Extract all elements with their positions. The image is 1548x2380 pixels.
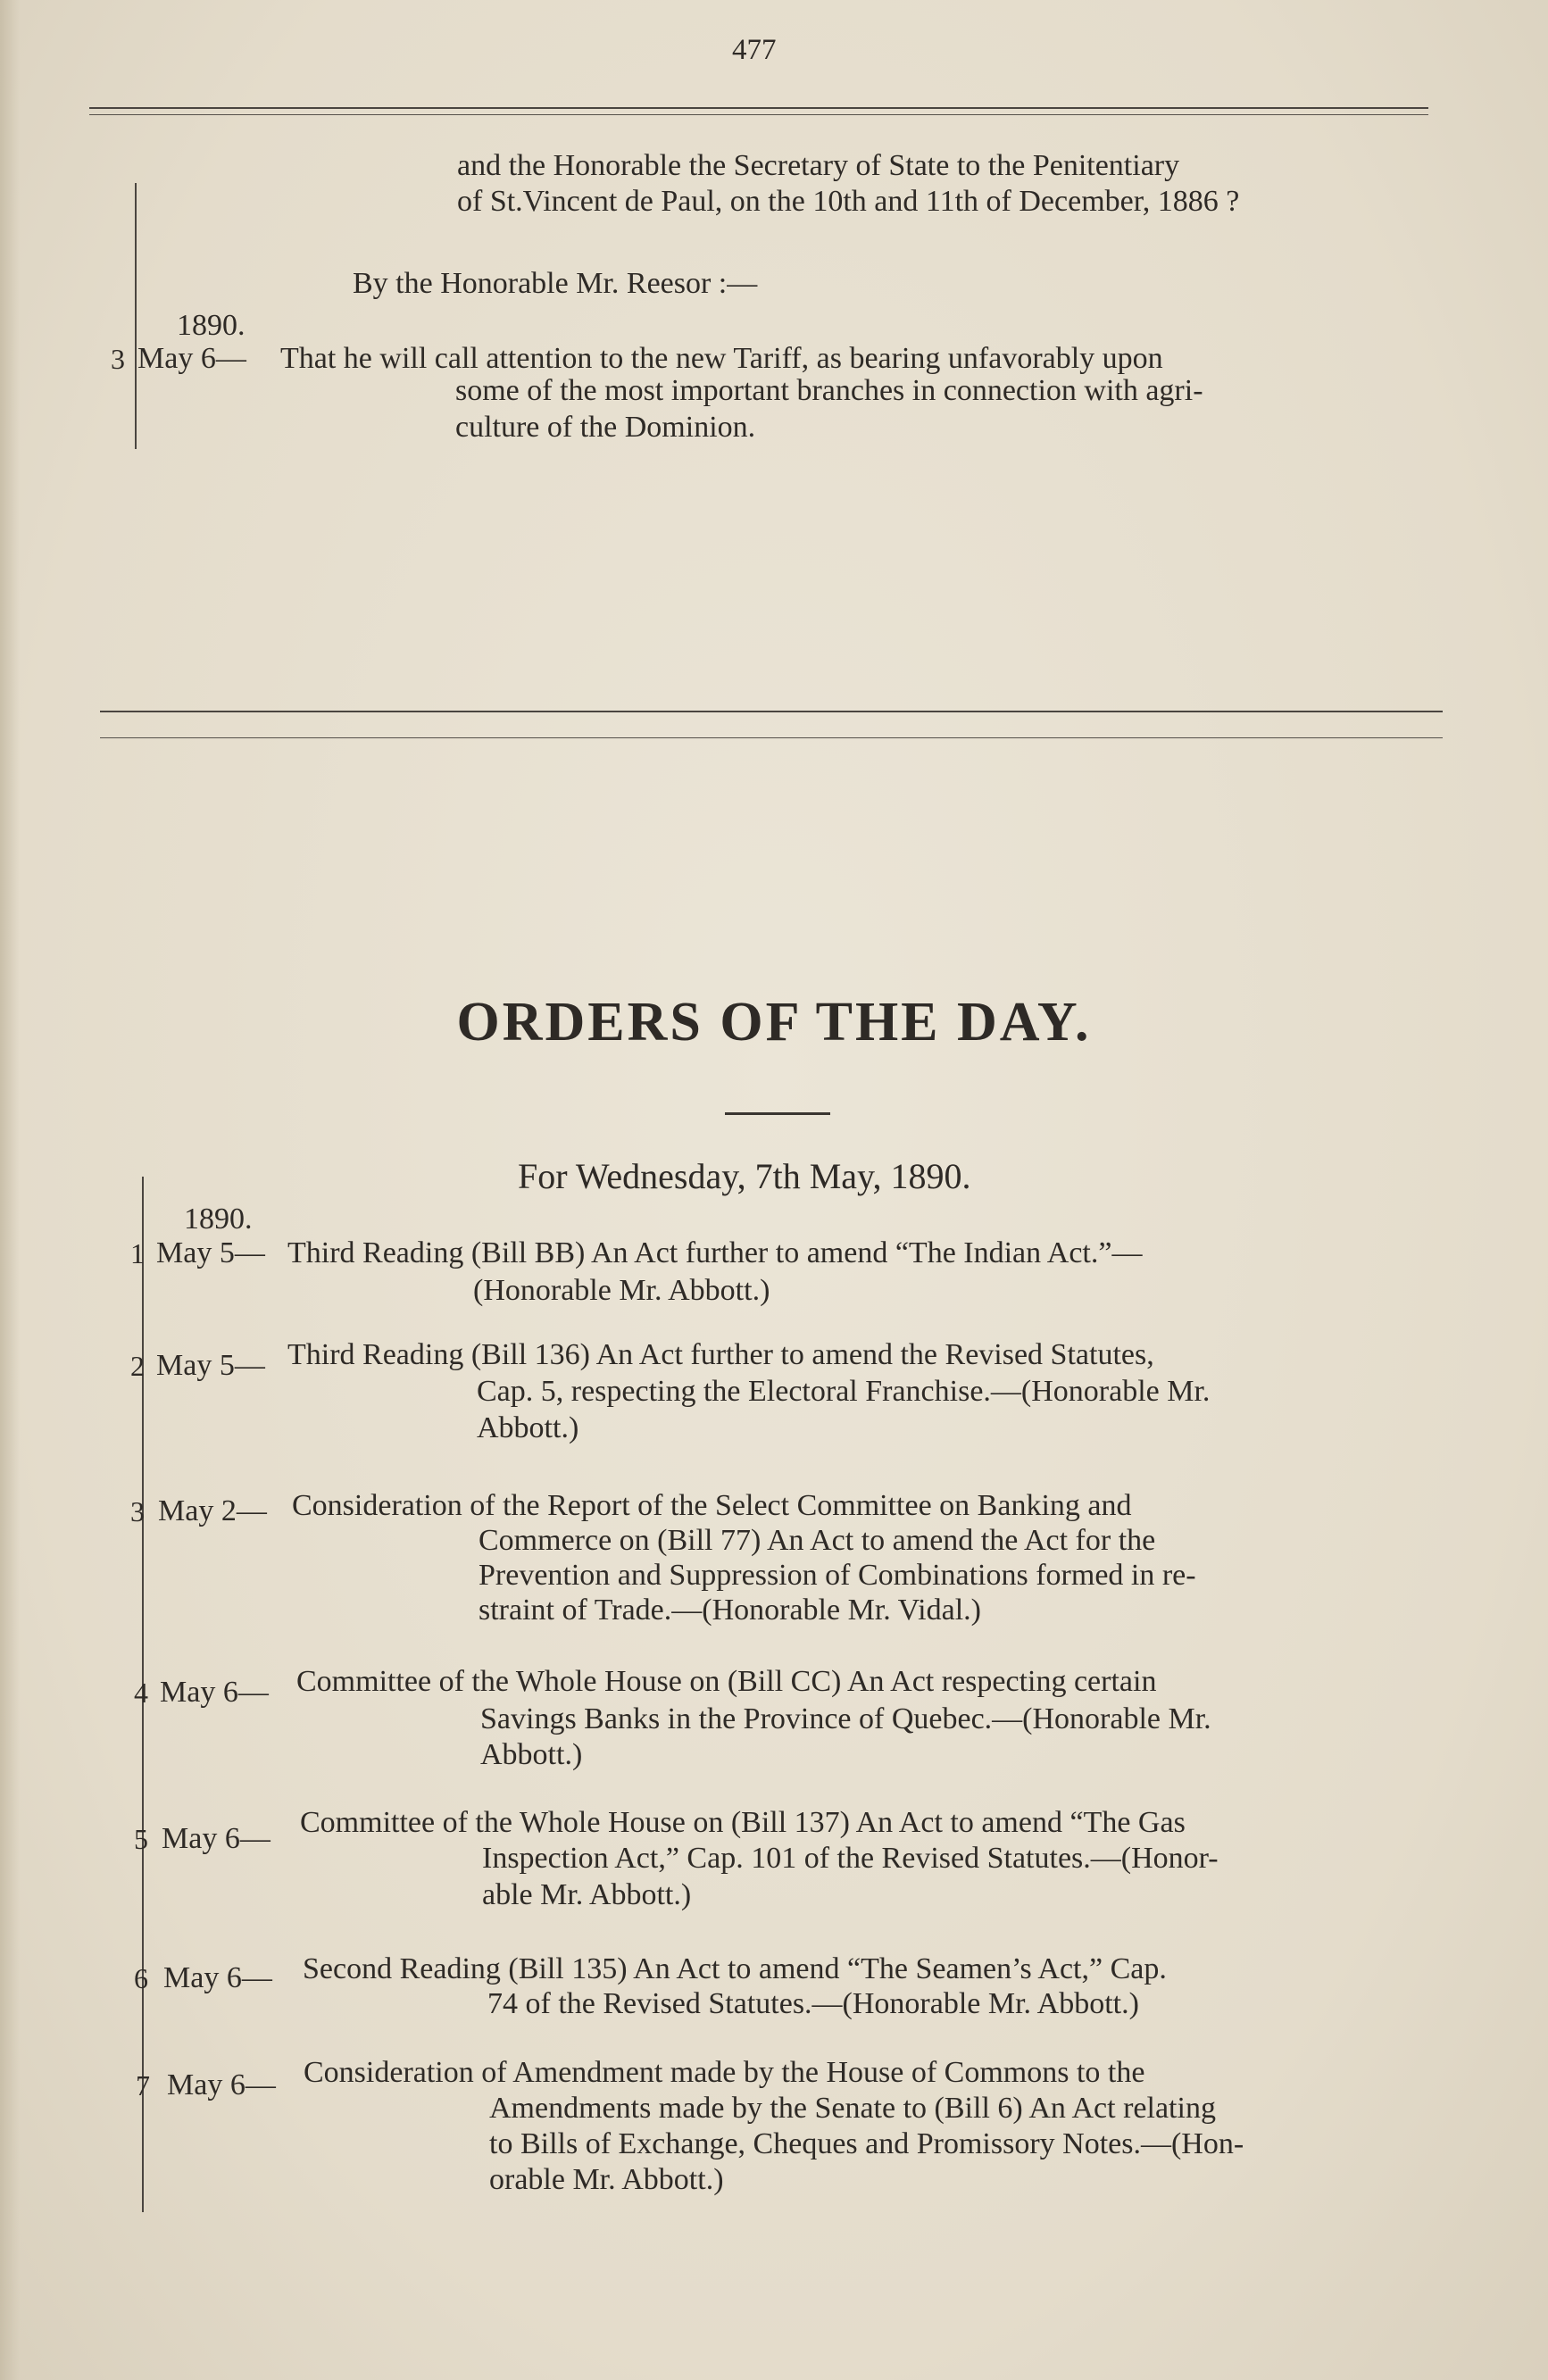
order-line: Cap. 5, respecting the Electoral Franchise.—(Honorable Mr. <box>477 1375 1211 1408</box>
order-number: 2 <box>130 1350 145 1382</box>
order-date: May 2— <box>158 1494 267 1527</box>
notice-line: some of the most important branches in connection with agri- <box>455 374 1203 407</box>
order-line: Abbott.) <box>480 1738 583 1771</box>
top-rule-1 <box>89 107 1428 109</box>
notice-number: 3 <box>111 343 125 375</box>
order-line: 74 of the Revised Statutes.—(Honorable Mr. Abbott.) <box>487 1987 1139 2020</box>
order-line: Inspection Act,” Cap. 101 of the Revised Statutes.—(Honor- <box>482 1842 1219 1875</box>
order-number: 1 <box>130 1237 145 1269</box>
order-line: Commerce on (Bill 77) An Act to amend the Act for the <box>479 1524 1156 1557</box>
order-line: Second Reading (Bill 135) An Act to amend “The Seamen’s Act,” Cap. <box>303 1952 1167 1985</box>
by-line: By the Honorable Mr. Reesor :— <box>353 267 758 300</box>
order-line: orable Mr. Abbott.) <box>489 2163 724 2196</box>
title-underline <box>725 1112 830 1115</box>
notice-date: May 6— <box>137 342 246 375</box>
order-number: 3 <box>130 1495 145 1527</box>
order-number: 7 <box>136 2069 150 2101</box>
orders-date-line: For Wednesday, 7th May, 1890. <box>518 1156 971 1196</box>
notice-line: culture of the Dominion. <box>455 411 756 444</box>
order-date: May 6— <box>163 1961 272 1994</box>
top-margin-bar <box>135 183 137 449</box>
order-line: Prevention and Suppression of Combinations formed in re- <box>479 1559 1196 1592</box>
order-date: May 5— <box>156 1349 265 1382</box>
section-rule-2 <box>100 737 1443 738</box>
order-line: straint of Trade.—(Honorable Mr. Vidal.) <box>479 1594 981 1627</box>
order-line: (Honorable Mr. Abbott.) <box>473 1274 770 1307</box>
year-label: 1890. <box>177 309 246 342</box>
orders-title: ORDERS OF THE DAY. <box>456 992 1092 1053</box>
order-date: May 6— <box>162 1822 270 1855</box>
order-date: May 5— <box>156 1236 265 1269</box>
order-line: Third Reading (Bill 136) An Act further to amend the Revised Statutes, <box>287 1338 1154 1371</box>
section-rule-1 <box>100 711 1443 712</box>
top-rule-2 <box>89 114 1428 115</box>
order-number: 4 <box>134 1677 148 1709</box>
order-line: Amendments made by the Senate to (Bill 6) An Act relating <box>489 2092 1216 2125</box>
order-line: to Bills of Exchange, Cheques and Promissory Notes.—(Hon- <box>489 2127 1244 2160</box>
order-line: Consideration of the Report of the Select Committee on Banking and <box>292 1489 1132 1522</box>
order-line: Abbott.) <box>477 1411 579 1444</box>
order-line: Committee of the Whole House on (Bill CC) An Act respecting certain <box>296 1665 1157 1698</box>
order-line: Third Reading (Bill BB) An Act further to amend “The Indian Act.”— <box>287 1236 1143 1269</box>
page-edge-shadow <box>0 0 20 2380</box>
continuation-line: of St.Vincent de Paul, on the 10th and 11th of December, 1886 ? <box>457 185 1240 218</box>
order-date: May 6— <box>167 2068 276 2101</box>
order-line: Committee of the Whole House on (Bill 137) An Act to amend “The Gas <box>300 1806 1186 1839</box>
order-number: 5 <box>134 1823 148 1855</box>
page-number: 477 <box>732 34 777 66</box>
order-number: 6 <box>134 1962 148 1994</box>
order-line: Savings Banks in the Province of Quebec.—(Honorable Mr. <box>480 1702 1211 1735</box>
order-line: Consideration of Amendment made by the House of Commons to the <box>304 2056 1145 2089</box>
notice-line: That he will call attention to the new Tariff, as bearing unfavorably upon <box>280 342 1163 375</box>
order-date: May 6— <box>160 1676 269 1709</box>
continuation-line: and the Honorable the Secretary of State to the Penitentiary <box>457 149 1180 182</box>
order-line: able Mr. Abbott.) <box>482 1878 692 1911</box>
orders-year: 1890. <box>184 1202 253 1236</box>
